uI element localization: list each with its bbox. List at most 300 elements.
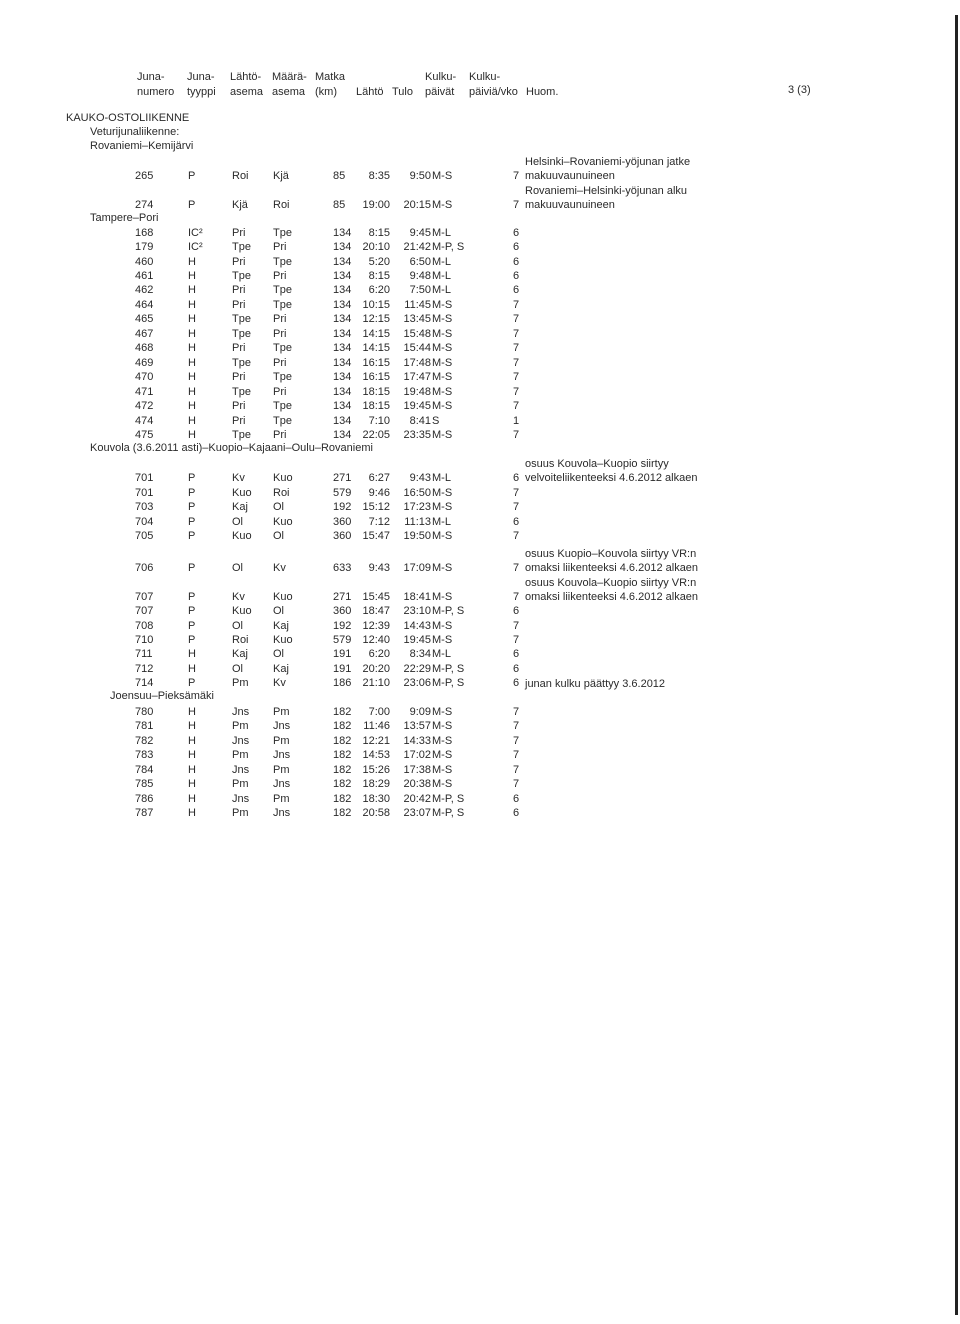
arrival-time-cell: 8:34 xyxy=(409,648,431,660)
departure-time-cell: 7:10 xyxy=(368,415,390,427)
arrival-time-cell: 17:47 xyxy=(403,371,431,383)
departure-station-cell: Roi xyxy=(232,170,249,182)
days-per-week-cell: 7 xyxy=(513,170,520,182)
arrival-station-cell: Tpe xyxy=(273,227,292,239)
arrival-station-cell: Pm xyxy=(273,793,290,805)
arrival-station-cell: Kuo xyxy=(273,472,293,484)
arrival-station-cell: Pri xyxy=(273,357,287,369)
train-type-cell: P xyxy=(188,501,196,513)
train-type-cell: H xyxy=(188,720,196,732)
train-type-cell: H xyxy=(188,299,196,311)
train-number-cell: 168 xyxy=(135,227,154,239)
train-type-cell: H xyxy=(188,807,196,819)
days-per-week-cell: 6 xyxy=(513,516,520,528)
arrival-time-cell: 9:48 xyxy=(409,270,431,282)
departure-station-cell: Pm xyxy=(232,807,249,819)
distance-cell: 134 xyxy=(333,415,352,427)
train-type-cell: P xyxy=(188,562,196,574)
running-days-cell: M-S xyxy=(432,429,453,441)
header-departure-station xyxy=(230,70,263,100)
running-days-cell: M-S xyxy=(432,299,453,311)
departure-station-cell: Pri xyxy=(232,371,246,383)
train-type-cell: P xyxy=(188,170,196,182)
distance-cell: 182 xyxy=(333,735,352,747)
departure-time-cell: 12:21 xyxy=(362,735,390,747)
distance-cell: 134 xyxy=(333,328,352,340)
arrival-time-cell: 23:35 xyxy=(403,429,431,441)
header-line: Kulku- xyxy=(469,71,501,83)
train-type-cell: H xyxy=(188,256,196,268)
running-days-cell: M-P, S xyxy=(432,663,465,675)
train-number-cell: 471 xyxy=(135,386,154,398)
distance-cell: 191 xyxy=(333,663,352,675)
note-707-line1: osuus Kouvola–Kuopio siirtyy VR:n xyxy=(525,577,697,589)
train-type-cell: IC² xyxy=(188,241,203,253)
arrival-station-cell: Jns xyxy=(273,749,291,761)
days-per-week-cell: 7 xyxy=(513,720,520,732)
arrival-time-cell: 19:50 xyxy=(403,530,431,542)
train-number-cell: 469 xyxy=(135,357,154,369)
arrival-time-cell: 21:42 xyxy=(403,241,431,253)
train-number-cell: 712 xyxy=(135,663,154,675)
days-per-week-cell: 7 xyxy=(513,299,520,311)
train-type-cell: P xyxy=(188,516,196,528)
train-type-cell: P xyxy=(188,677,196,689)
train-number-cell: 474 xyxy=(135,415,154,427)
running-days-cell: M-P, S xyxy=(432,605,465,617)
train-number-cell: 787 xyxy=(135,807,154,819)
table-row xyxy=(0,734,560,748)
arrival-time-cell: 15:44 xyxy=(403,342,431,354)
departure-station-cell: Kaj xyxy=(232,648,248,660)
departure-station-cell: Pri xyxy=(232,299,246,311)
departure-station-cell: Tpe xyxy=(232,328,251,340)
running-days-cell: M-L xyxy=(432,472,451,484)
departure-station-cell: Ol xyxy=(232,562,243,574)
note-701-line1: osuus Kouvola–Kuopio siirtyy xyxy=(525,458,669,470)
arrival-station-cell: Jns xyxy=(273,778,291,790)
departure-station-cell: Pri xyxy=(232,342,246,354)
train-type-cell: H xyxy=(188,313,196,325)
train-number-cell: 710 xyxy=(135,634,154,646)
train-type-cell: H xyxy=(188,793,196,805)
train-type-cell: P xyxy=(188,487,196,499)
distance-cell: 360 xyxy=(333,530,352,542)
arrival-station-cell: Pri xyxy=(273,328,287,340)
table-row xyxy=(0,269,560,283)
table-row xyxy=(0,529,560,543)
train-number-cell: 460 xyxy=(135,256,154,268)
departure-station-cell: Tpe xyxy=(232,357,251,369)
header-line: Määrä- xyxy=(272,71,307,83)
arrival-time-cell: 20:38 xyxy=(403,778,431,790)
distance-cell: 134 xyxy=(333,284,352,296)
distance-cell: 182 xyxy=(333,807,352,819)
departure-time-cell: 11:46 xyxy=(363,720,390,732)
departure-station-cell: Kjä xyxy=(232,199,248,211)
train-number-cell: 472 xyxy=(135,400,154,412)
arrival-station-cell: Pri xyxy=(273,270,287,282)
arrival-station-cell: Tpe xyxy=(273,342,292,354)
train-number-cell: 783 xyxy=(135,749,154,761)
train-type-cell: H xyxy=(188,386,196,398)
distance-cell: 134 xyxy=(333,256,352,268)
train-number-cell: 704 xyxy=(135,516,154,528)
distance-cell: 192 xyxy=(333,620,352,632)
arrival-time-cell: 18:41 xyxy=(403,591,431,603)
arrival-time-cell: 17:09 xyxy=(403,562,431,574)
distance-cell: 134 xyxy=(333,227,352,239)
departure-time-cell: 8:35 xyxy=(368,170,390,182)
days-per-week-cell: 7 xyxy=(513,487,520,499)
departure-time-cell: 18:29 xyxy=(362,778,390,790)
train-number-cell: 707 xyxy=(135,605,154,617)
arrival-station-cell: Tpe xyxy=(273,299,292,311)
running-days-cell: M-S xyxy=(432,706,453,718)
days-per-week-cell: 6 xyxy=(513,793,520,805)
days-per-week-cell: 7 xyxy=(513,386,520,398)
days-per-week-cell: 7 xyxy=(513,429,520,441)
running-days-cell: M-S xyxy=(432,764,453,776)
table-row xyxy=(0,471,560,485)
section-car-carrier: Veturijunaliikenne: xyxy=(90,126,180,138)
arrival-station-cell: Jns xyxy=(273,807,291,819)
train-type-cell: H xyxy=(188,778,196,790)
running-days-cell: M-L xyxy=(432,270,451,282)
table-row xyxy=(0,719,560,733)
note-707-line2: omaksi liikenteeksi 4.6.2012 alkaen xyxy=(525,591,699,603)
train-number-cell: 179 xyxy=(135,241,154,253)
departure-time-cell: 15:12 xyxy=(362,501,390,513)
days-per-week-cell: 7 xyxy=(513,357,520,369)
header-line: (km) xyxy=(315,86,337,98)
arrival-station-cell: Kjä xyxy=(273,170,289,182)
distance-cell: 182 xyxy=(333,764,352,776)
header-distance xyxy=(315,70,345,100)
table-row xyxy=(0,806,560,820)
arrival-time-cell: 17:02 xyxy=(403,749,431,761)
running-days-cell: M-S xyxy=(432,591,453,603)
days-per-week-cell: 6 xyxy=(513,241,520,253)
train-type-cell: P xyxy=(188,591,196,603)
distance-cell: 360 xyxy=(333,516,352,528)
train-type-cell: H xyxy=(188,706,196,718)
arrival-time-cell: 15:48 xyxy=(403,328,431,340)
distance-cell: 360 xyxy=(333,605,352,617)
departure-station-cell: Kaj xyxy=(232,501,248,513)
section-route-joensuu: Joensuu–Pieksämäki xyxy=(110,690,214,702)
running-days-cell: M-S xyxy=(432,487,453,499)
train-type-cell: P xyxy=(188,605,196,617)
table-row xyxy=(0,283,560,297)
table-row xyxy=(0,414,560,428)
days-per-week-cell: 6 xyxy=(513,270,520,282)
train-type-cell: H xyxy=(188,400,196,412)
header-line: asema xyxy=(230,86,264,98)
distance-cell: 192 xyxy=(333,501,352,513)
train-type-cell: H xyxy=(188,749,196,761)
running-days-cell: S xyxy=(432,415,440,427)
arrival-time-cell: 13:57 xyxy=(403,720,431,732)
departure-time-cell: 14:15 xyxy=(362,342,390,354)
table-row xyxy=(0,515,560,529)
train-number-cell: 780 xyxy=(135,706,154,718)
departure-station-cell: Jns xyxy=(232,764,250,776)
table-row xyxy=(0,255,560,269)
departure-time-cell: 18:15 xyxy=(362,400,390,412)
train-number-cell: 465 xyxy=(135,313,154,325)
arrival-time-cell: 13:45 xyxy=(403,313,431,325)
running-days-cell: M-L xyxy=(432,648,451,660)
arrival-time-cell: 23:06 xyxy=(403,677,431,689)
days-per-week-cell: 6 xyxy=(513,807,520,819)
running-days-cell: M-S xyxy=(432,735,453,747)
departure-time-cell: 12:15 xyxy=(362,313,390,325)
distance-cell: 134 xyxy=(333,270,352,282)
arrival-station-cell: Ol xyxy=(273,530,284,542)
note-265-line1: Helsinki–Rovaniemi-yöjunan jatke xyxy=(525,156,691,168)
departure-station-cell: Pri xyxy=(232,415,246,427)
note-706-line1: osuus Kuopio–Kouvola siirtyy VR:n xyxy=(525,548,697,560)
arrival-time-cell: 19:45 xyxy=(403,634,431,646)
departure-time-cell: 9:43 xyxy=(368,562,390,574)
departure-time-cell: 18:47 xyxy=(362,605,390,617)
table-row xyxy=(0,590,560,604)
running-days-cell: M-S xyxy=(432,342,453,354)
arrival-station-cell: Pm xyxy=(273,735,290,747)
distance-cell: 134 xyxy=(333,241,352,253)
days-per-week-cell: 7 xyxy=(513,706,520,718)
table-row xyxy=(0,428,560,442)
running-days-cell: M-L xyxy=(432,284,451,296)
running-days-cell: M-P, S xyxy=(432,677,465,689)
table-row xyxy=(0,312,560,326)
table-row xyxy=(0,370,560,384)
scan-edge-line xyxy=(955,15,958,1315)
departure-time-cell: 5:20 xyxy=(368,256,390,268)
arrival-time-cell: 6:50 xyxy=(409,256,431,268)
table-row xyxy=(0,240,560,254)
days-per-week-cell: 7 xyxy=(513,501,520,513)
arrival-station-cell: Pri xyxy=(273,313,287,325)
train-number-cell: 705 xyxy=(135,530,154,542)
header-line: tyyppi xyxy=(187,86,216,98)
arrival-time-cell: 7:50 xyxy=(409,284,431,296)
section-route-rovaniemi: Rovaniemi–Kemijärvi xyxy=(90,140,194,152)
departure-time-cell: 18:30 xyxy=(362,793,390,805)
departure-station-cell: Pm xyxy=(232,749,249,761)
train-number-cell: 782 xyxy=(135,735,154,747)
table-row xyxy=(0,763,560,777)
train-number-cell: 711 xyxy=(135,648,153,660)
note-706-line2: omaksi liikenteeksi 4.6.2012 alkaen xyxy=(525,562,699,574)
departure-time-cell: 15:47 xyxy=(362,530,390,542)
departure-time-cell: 15:26 xyxy=(362,764,390,776)
days-per-week-cell: 7 xyxy=(513,562,520,574)
train-type-cell: P xyxy=(188,634,196,646)
departure-station-cell: Kuo xyxy=(232,487,252,499)
header-line: numero xyxy=(137,86,175,98)
train-type-cell: H xyxy=(188,648,196,660)
table-row xyxy=(0,298,560,312)
header-line xyxy=(356,70,384,85)
distance-cell: 182 xyxy=(333,720,352,732)
train-number-cell: 464 xyxy=(135,299,154,311)
distance-cell: 85 xyxy=(333,199,346,211)
departure-time-cell: 14:15 xyxy=(362,328,390,340)
train-number-cell: 786 xyxy=(135,793,154,805)
arrival-station-cell: Pri xyxy=(273,386,287,398)
departure-time-cell: 21:10 xyxy=(362,677,390,689)
table-row xyxy=(0,486,560,500)
days-per-week-cell: 7 xyxy=(513,400,520,412)
departure-station-cell: Kuo xyxy=(232,605,252,617)
arrival-time-cell: 17:48 xyxy=(403,357,431,369)
header-line: Juna- xyxy=(137,71,165,83)
train-number-cell: 707 xyxy=(135,591,154,603)
departure-time-cell: 16:15 xyxy=(362,357,390,369)
table-row xyxy=(0,198,560,212)
arrival-time-cell: 14:33 xyxy=(403,735,431,747)
header-line: Matka xyxy=(315,71,345,83)
arrival-time-cell: 16:50 xyxy=(403,487,431,499)
distance-cell: 134 xyxy=(333,313,352,325)
departure-station-cell: Ol xyxy=(232,620,243,632)
train-type-cell: P xyxy=(188,530,196,542)
header-arrival xyxy=(392,70,413,100)
table-row xyxy=(0,327,560,341)
arrival-station-cell: Tpe xyxy=(273,284,292,296)
departure-time-cell: 8:15 xyxy=(368,270,390,282)
departure-station-cell: Pm xyxy=(232,720,249,732)
running-days-cell: M-S xyxy=(432,400,453,412)
days-per-week-cell: 6 xyxy=(513,663,520,675)
distance-cell: 633 xyxy=(333,562,352,574)
days-per-week-cell: 7 xyxy=(513,634,520,646)
table-row xyxy=(0,341,560,355)
days-per-week-cell: 7 xyxy=(513,342,520,354)
arrival-time-cell: 22:29 xyxy=(403,663,431,675)
header-line: päiviä/vko xyxy=(469,86,518,98)
departure-station-cell: Pri xyxy=(232,227,246,239)
arrival-station-cell: Jns xyxy=(273,720,291,732)
table-row xyxy=(0,356,560,370)
distance-cell: 182 xyxy=(333,793,352,805)
table-row xyxy=(0,662,560,676)
train-type-cell: H xyxy=(188,663,196,675)
departure-time-cell: 6:20 xyxy=(368,648,390,660)
arrival-time-cell: 19:48 xyxy=(403,386,431,398)
days-per-week-cell: 7 xyxy=(513,328,520,340)
departure-station-cell: Jns xyxy=(232,735,250,747)
train-type-cell: H xyxy=(188,342,196,354)
distance-cell: 134 xyxy=(333,371,352,383)
header-line: Tulo xyxy=(392,86,413,98)
departure-time-cell: 12:39 xyxy=(362,620,390,632)
train-number-cell: 701 xyxy=(135,472,154,484)
arrival-time-cell: 14:43 xyxy=(403,620,431,632)
distance-cell: 85 xyxy=(333,170,346,182)
departure-station-cell: Tpe xyxy=(232,270,251,282)
departure-station-cell: Pm xyxy=(232,778,249,790)
table-row xyxy=(0,385,560,399)
running-days-cell: M-S xyxy=(432,501,453,513)
days-per-week-cell: 6 xyxy=(513,605,520,617)
table-row xyxy=(0,792,560,806)
train-number-cell: 470 xyxy=(135,371,154,383)
table-row xyxy=(0,633,560,647)
arrival-station-cell: Tpe xyxy=(273,400,292,412)
arrival-time-cell: 9:50 xyxy=(409,170,431,182)
days-per-week-cell: 7 xyxy=(513,735,520,747)
arrival-station-cell: Pri xyxy=(273,241,287,253)
days-per-week-cell: 1 xyxy=(513,415,520,427)
header-line: Lähtö- xyxy=(230,71,262,83)
distance-cell: 134 xyxy=(333,357,352,369)
departure-time-cell: 6:20 xyxy=(368,284,390,296)
arrival-station-cell: Kv xyxy=(273,562,286,574)
departure-time-cell: 7:00 xyxy=(368,706,390,718)
train-type-cell: H xyxy=(188,328,196,340)
distance-cell: 182 xyxy=(333,749,352,761)
header-remarks xyxy=(526,70,558,100)
table-row xyxy=(0,619,560,633)
departure-station-cell: Kuo xyxy=(232,530,252,542)
arrival-station-cell: Kv xyxy=(273,677,286,689)
arrival-time-cell: 19:45 xyxy=(403,400,431,412)
note-274-line1: Rovaniemi–Helsinki-yöjunan alku xyxy=(525,185,688,197)
arrival-station-cell: Pm xyxy=(273,764,290,776)
arrival-station-cell: Roi xyxy=(273,487,290,499)
table-row xyxy=(0,226,560,240)
days-per-week-cell: 7 xyxy=(513,778,520,790)
running-days-cell: M-L xyxy=(432,256,451,268)
table-row xyxy=(0,676,560,690)
section-route-kouvola: Kouvola (3.6.2011 asti)–Kuopio–Kajaani–Oulu–Rovaniemi xyxy=(90,442,373,454)
train-type-cell: H xyxy=(188,429,196,441)
header-line: päivät xyxy=(425,86,455,98)
departure-time-cell: 20:58 xyxy=(362,807,390,819)
page-number: 3 (3) xyxy=(788,84,811,96)
running-days-cell: M-P, S xyxy=(432,241,465,253)
running-days-cell: M-S xyxy=(432,620,453,632)
departure-time-cell: 6:27 xyxy=(368,472,390,484)
arrival-time-cell: 20:15 xyxy=(403,199,431,211)
distance-cell: 186 xyxy=(333,677,352,689)
train-type-cell: H xyxy=(188,270,196,282)
arrival-time-cell: 9:43 xyxy=(409,472,431,484)
train-type-cell: H xyxy=(188,357,196,369)
arrival-station-cell: Kuo xyxy=(273,634,293,646)
arrival-station-cell: Kaj xyxy=(273,620,289,632)
days-per-week-cell: 7 xyxy=(513,530,520,542)
days-per-week-cell: 7 xyxy=(513,764,520,776)
distance-cell: 182 xyxy=(333,778,352,790)
train-type-cell: H xyxy=(188,735,196,747)
arrival-station-cell: Ol xyxy=(273,605,284,617)
train-type-cell: H xyxy=(188,764,196,776)
train-number-cell: 274 xyxy=(135,199,154,211)
running-days-cell: M-P, S xyxy=(432,807,465,819)
running-days-cell: M-S xyxy=(432,313,453,325)
table-row xyxy=(0,561,560,575)
header-line: Juna- xyxy=(187,71,215,83)
table-row xyxy=(0,604,560,618)
arrival-station-cell: Kaj xyxy=(273,663,289,675)
departure-station-cell: Tpe xyxy=(232,429,251,441)
table-row xyxy=(0,399,560,413)
departure-station-cell: Jns xyxy=(232,706,250,718)
